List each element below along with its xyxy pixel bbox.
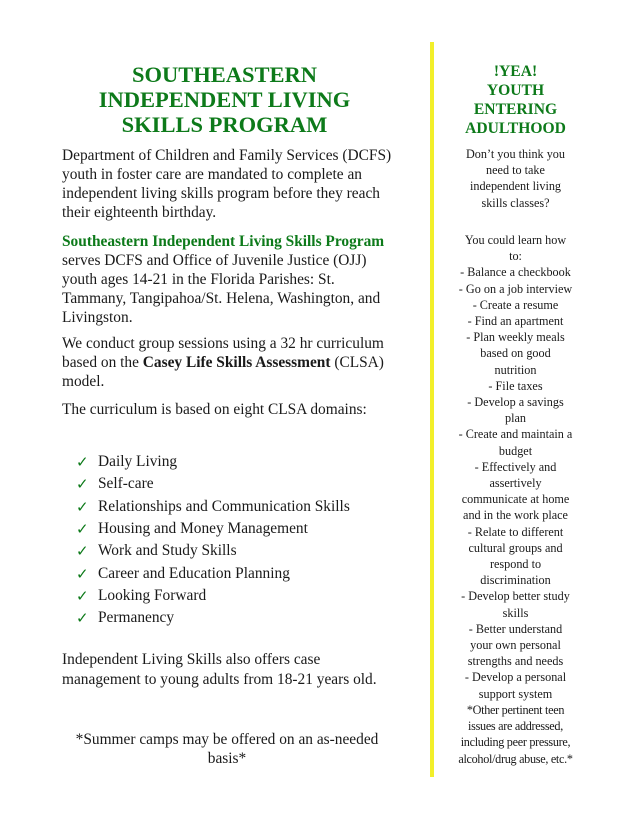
checkmark-icon: ✓ <box>76 542 89 561</box>
skills-line: - Relate to different <box>467 524 564 539</box>
list-item <box>76 518 396 540</box>
list-item <box>76 496 396 518</box>
title-line: SOUTHEASTERN <box>131 62 318 87</box>
program-description: serves DCFS and Office of Juvenile Justice (OJJ) youth ages 14-21 in the Florida Parishes: St. Tammany, Tangipahoa/St. Helena, Washington, and Livingston. <box>62 252 381 326</box>
program-paragraph <box>62 232 392 327</box>
domains-list <box>76 451 396 629</box>
list-item <box>76 562 396 584</box>
skills-line: alcohol/drug abuse, etc.* <box>458 751 573 766</box>
skills-line: cultural groups and <box>468 540 563 555</box>
domain-label: Self-care <box>98 475 154 493</box>
list-item <box>76 585 396 607</box>
skills-line: skills <box>502 605 529 620</box>
domain-label: Housing and Money Management <box>98 520 308 538</box>
skills-line: your own personal <box>470 638 561 653</box>
skills-line: respond to <box>489 557 542 572</box>
skills-line: - Develop a savings <box>467 395 564 410</box>
skills-line: - Better understand <box>468 621 563 636</box>
column-divider <box>430 42 434 777</box>
sessions-text: We conduct group sessions using a 32 hr curriculum based on the <box>62 335 384 371</box>
list-item <box>76 451 396 473</box>
list-item <box>76 607 396 629</box>
domain-label: Daily Living <box>98 453 178 471</box>
question-line: need to take <box>486 163 545 178</box>
skills-line: - Go on a job interview <box>458 281 573 296</box>
title-line: SKILLS PROGRAM <box>121 112 328 137</box>
sessions-paragraph <box>62 334 392 391</box>
summer-camps-note: *Summer camps may be offered on an as-needed basis* <box>75 731 379 767</box>
domain-label: Permanency <box>98 609 175 627</box>
domains-intro: The curriculum is based on eight CLSA domains: <box>62 401 367 418</box>
checkmark-icon: ✓ <box>76 564 89 583</box>
skills-line: and in the work place <box>463 508 568 523</box>
checkmark-icon: ✓ <box>76 586 89 605</box>
skills-line: based on good <box>480 346 551 361</box>
casey-assessment-name: Casey Life Skills Assessment <box>142 354 331 371</box>
skills-line: You could learn how <box>464 233 567 247</box>
sessions-text-end: (CLSA) model. <box>62 354 384 390</box>
domain-label: Career and Education Planning <box>98 564 290 582</box>
sidebar-title <box>447 62 584 138</box>
list-item <box>76 540 396 562</box>
skills-line: - Effectively and <box>474 459 557 474</box>
program-name: Southeastern Independent Living Skills Program <box>62 233 385 250</box>
title-line: INDEPENDENT LIVING <box>98 87 351 112</box>
domain-label: Work and Study Skills <box>98 542 237 560</box>
skills-line: - Balance a checkbook <box>460 265 571 280</box>
skills-line: - Plan weekly meals <box>466 330 565 345</box>
domain-label: Looking Forward <box>98 586 207 604</box>
sidebar-skills-list <box>447 232 584 767</box>
skills-line: issues are addressed, <box>468 719 563 734</box>
skills-line: to: <box>509 249 522 264</box>
skills-line: *Other pertinent teen <box>466 702 565 717</box>
intro-paragraph: Department of Children and Family Services (DCFS) youth in foster care are mandated to complete an independent living skills program before they reach their eighteenth birthday. <box>62 147 392 221</box>
skills-line: plan <box>505 411 526 426</box>
skills-line: support system <box>478 686 553 701</box>
skills-line: - Create a resume <box>472 297 559 312</box>
checkmark-icon: ✓ <box>76 453 89 472</box>
skills-line: strengths and needs <box>467 654 564 669</box>
skills-line: nutrition <box>494 362 537 377</box>
sidebar-title-line: ADULTHOOD <box>465 120 566 137</box>
skills-line: - File taxes <box>488 378 543 393</box>
checkmark-icon: ✓ <box>76 520 89 539</box>
checkmark-icon: ✓ <box>76 497 89 516</box>
checkmark-icon: ✓ <box>76 475 89 494</box>
question-line: Don’t you think you <box>466 147 565 161</box>
skills-line: assertively <box>489 476 542 491</box>
sidebar-title-line: YOUTH <box>486 82 545 99</box>
skills-line: - Create and maintain a <box>458 427 573 442</box>
skills-line: including peer pressure, <box>460 735 571 750</box>
skills-line: budget <box>498 443 533 458</box>
domain-label: Relationships and Communication Skills <box>98 497 350 515</box>
skills-line: communicate at home <box>461 492 570 507</box>
sidebar-title-line: !YEA! <box>493 63 538 80</box>
skills-line: discrimination <box>480 573 551 588</box>
case-management-paragraph: Independent Living Skills also offers case management to young adults from 18-21 years old. <box>62 651 377 688</box>
checkmark-icon: ✓ <box>76 609 89 628</box>
skills-line: - Develop better study <box>461 589 570 604</box>
list-item <box>76 473 396 495</box>
sidebar-question <box>447 146 584 211</box>
question-line: skills classes? <box>481 195 550 210</box>
skills-line: - Develop a personal <box>464 670 567 685</box>
page-title <box>62 62 387 137</box>
sidebar-title-line: ENTERING <box>473 101 558 118</box>
question-line: independent living <box>469 179 562 194</box>
skills-line: - Find an apartment <box>467 314 564 329</box>
